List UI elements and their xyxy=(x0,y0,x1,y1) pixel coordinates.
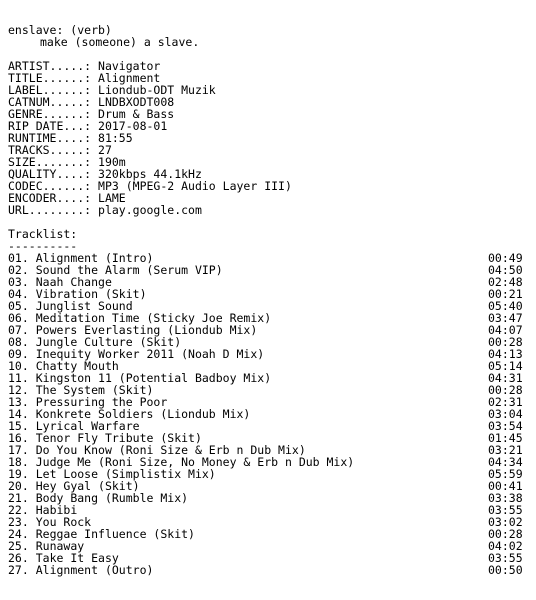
track-title: Sound the Alarm (Serum VIP) xyxy=(35,263,223,277)
track-duration: 03:38 xyxy=(488,491,523,505)
track-duration: 02:48 xyxy=(488,275,523,289)
track-number: 09. xyxy=(8,347,29,361)
track-duration: 05:40 xyxy=(488,299,523,313)
track-title: Meditation Time (Sticky Joe Remix) xyxy=(35,311,272,325)
track-title: Pressuring the Poor xyxy=(35,395,168,409)
track-title: Chatty Mouth xyxy=(35,359,119,373)
track-number: 24. xyxy=(8,527,29,541)
track-number: 19. xyxy=(8,467,29,481)
tracklist-heading: Tracklist: xyxy=(8,227,78,241)
track-title: Body Bang (Rumble Mix) xyxy=(35,491,189,505)
track-number: 14. xyxy=(8,407,29,421)
track-duration: 04:34 xyxy=(488,455,523,469)
info-value: 27 xyxy=(98,143,112,157)
track-number: 08. xyxy=(8,335,29,349)
track-number: 03. xyxy=(8,275,29,289)
track-number: 25. xyxy=(8,539,29,553)
track-number: 16. xyxy=(8,431,29,445)
track-duration: 03:04 xyxy=(488,407,523,421)
track-title: Reggae Influence (Skit) xyxy=(35,527,195,541)
track-number: 22. xyxy=(8,503,29,517)
track-duration: 00:41 xyxy=(488,479,523,493)
info-key: CODEC......: xyxy=(8,179,92,193)
track-number: 20. xyxy=(8,479,29,493)
track-number: 04. xyxy=(8,287,29,301)
track-duration: 01:45 xyxy=(488,431,523,445)
track-title: Runaway xyxy=(35,539,85,553)
track-title: Hey Gyal (Skit) xyxy=(35,479,140,493)
track-title: Do You Know (Roni Size & Erb n Dub Mix) xyxy=(35,443,306,457)
track-duration: 03:55 xyxy=(488,503,523,517)
track-title: Alignment (Intro) xyxy=(35,251,154,265)
tracklist-rule: ---------- xyxy=(8,239,78,253)
track-title: Naah Change xyxy=(35,275,112,289)
track-title: Jungle Culture (Skit) xyxy=(35,335,182,349)
track-title: Tenor Fly Tribute (Skit) xyxy=(35,431,202,445)
track-title: You Rock xyxy=(35,515,92,529)
track-duration: 05:59 xyxy=(488,467,523,481)
track-number: 05. xyxy=(8,299,29,313)
info-key: RUNTIME....: xyxy=(8,131,92,145)
info-value: play.google.com xyxy=(98,203,202,217)
track-title: Alignment (Outro) xyxy=(35,563,154,577)
info-key: QUALITY....: xyxy=(8,167,92,181)
track-duration: 04:13 xyxy=(488,347,523,361)
track-row xyxy=(8,492,536,504)
track-number: 18. xyxy=(8,455,29,469)
info-value: Drum & Bass xyxy=(98,107,175,121)
track-number: 10. xyxy=(8,359,29,373)
definition-meaning: make (someone) a slave. xyxy=(40,35,200,49)
track-duration: 04:31 xyxy=(488,371,523,385)
track-duration: 03:54 xyxy=(488,419,523,433)
track-number: 12. xyxy=(8,383,29,397)
track-duration: 00:50 xyxy=(488,563,523,577)
info-value: Alignment xyxy=(98,71,161,85)
info-value: 320kbps 44.1kHz xyxy=(98,167,202,181)
info-key: ARTIST.....: xyxy=(8,59,92,73)
track-duration: 04:50 xyxy=(488,263,523,277)
track-duration: 05:14 xyxy=(488,359,523,373)
track-number: 26. xyxy=(8,551,29,565)
info-key: URL........: xyxy=(8,203,92,217)
release-info xyxy=(8,60,536,216)
track-title: Junglist Sound xyxy=(35,299,133,313)
info-key: TRACKS.....: xyxy=(8,143,92,157)
info-value: LAME xyxy=(98,191,126,205)
info-key: ENCODER....: xyxy=(8,191,92,205)
info-key: TITLE......: xyxy=(8,71,92,85)
track-number: 15. xyxy=(8,419,29,433)
track-number: 02. xyxy=(8,263,29,277)
track-duration: 00:28 xyxy=(488,383,523,397)
track-title: Judge Me (Roni Size, No Money & Erb n Dub Mix) xyxy=(35,455,355,469)
track-title: Habibi xyxy=(35,503,78,517)
track-duration: 03:21 xyxy=(488,443,523,457)
info-key: LABEL......: xyxy=(8,83,92,97)
track-title: Powers Everlasting (Liondub Mix) xyxy=(35,323,258,337)
track-duration: 03:02 xyxy=(488,515,523,529)
track-duration: 00:28 xyxy=(488,527,523,541)
info-value: MP3 (MPEG-2 Audio Layer III) xyxy=(98,179,292,193)
track-row xyxy=(8,528,536,540)
track-duration: 00:28 xyxy=(488,335,523,349)
spacer xyxy=(8,216,536,228)
info-value: 2017-08-01 xyxy=(98,119,168,133)
track-duration: 00:21 xyxy=(488,287,523,301)
track-number: 13. xyxy=(8,395,29,409)
track-title: Take It Easy xyxy=(35,551,119,565)
track-title: Konkrete Soldiers (Liondub Mix) xyxy=(35,407,251,421)
track-number: 27. xyxy=(8,563,29,577)
track-duration: 00:49 xyxy=(488,251,523,265)
info-value: LNDBXODT008 xyxy=(98,95,175,109)
info-key: GENRE......: xyxy=(8,107,92,121)
track-number: 21. xyxy=(8,491,29,505)
info-value: 190m xyxy=(98,155,126,169)
info-key: RIP DATE...: xyxy=(8,119,92,133)
track-number: 01. xyxy=(8,251,29,265)
track-number: 17. xyxy=(8,443,29,457)
track-title: Vibration (Skit) xyxy=(35,287,147,301)
track-row xyxy=(8,564,536,576)
track-duration: 03:47 xyxy=(488,311,523,325)
track-number: 06. xyxy=(8,311,29,325)
track-duration: 02:31 xyxy=(488,395,523,409)
info-row xyxy=(8,204,536,216)
track-duration: 03:55 xyxy=(488,551,523,565)
definition-headword: enslave: (verb) xyxy=(8,23,112,37)
info-value: 81:55 xyxy=(98,131,133,145)
track-title: Let Loose (Simplistix Mix) xyxy=(35,467,216,481)
info-value: Navigator xyxy=(98,59,161,73)
track-number: 07. xyxy=(8,323,29,337)
tracklist xyxy=(8,252,536,576)
info-key: SIZE.......: xyxy=(8,155,92,169)
track-number: 23. xyxy=(8,515,29,529)
track-number: 11. xyxy=(8,371,29,385)
track-duration: 04:07 xyxy=(488,323,523,337)
info-key: CATNUM.....: xyxy=(8,95,92,109)
track-title: The System (Skit) xyxy=(35,383,154,397)
track-duration: 04:02 xyxy=(488,539,523,553)
track-title: Kingston 11 (Potential Badboy Mix) xyxy=(35,371,272,385)
info-value: Liondub-ODT Muzik xyxy=(98,83,216,97)
track-title: Inequity Worker 2011 (Noah D Mix) xyxy=(35,347,265,361)
track-title: Lyrical Warfare xyxy=(35,419,140,433)
